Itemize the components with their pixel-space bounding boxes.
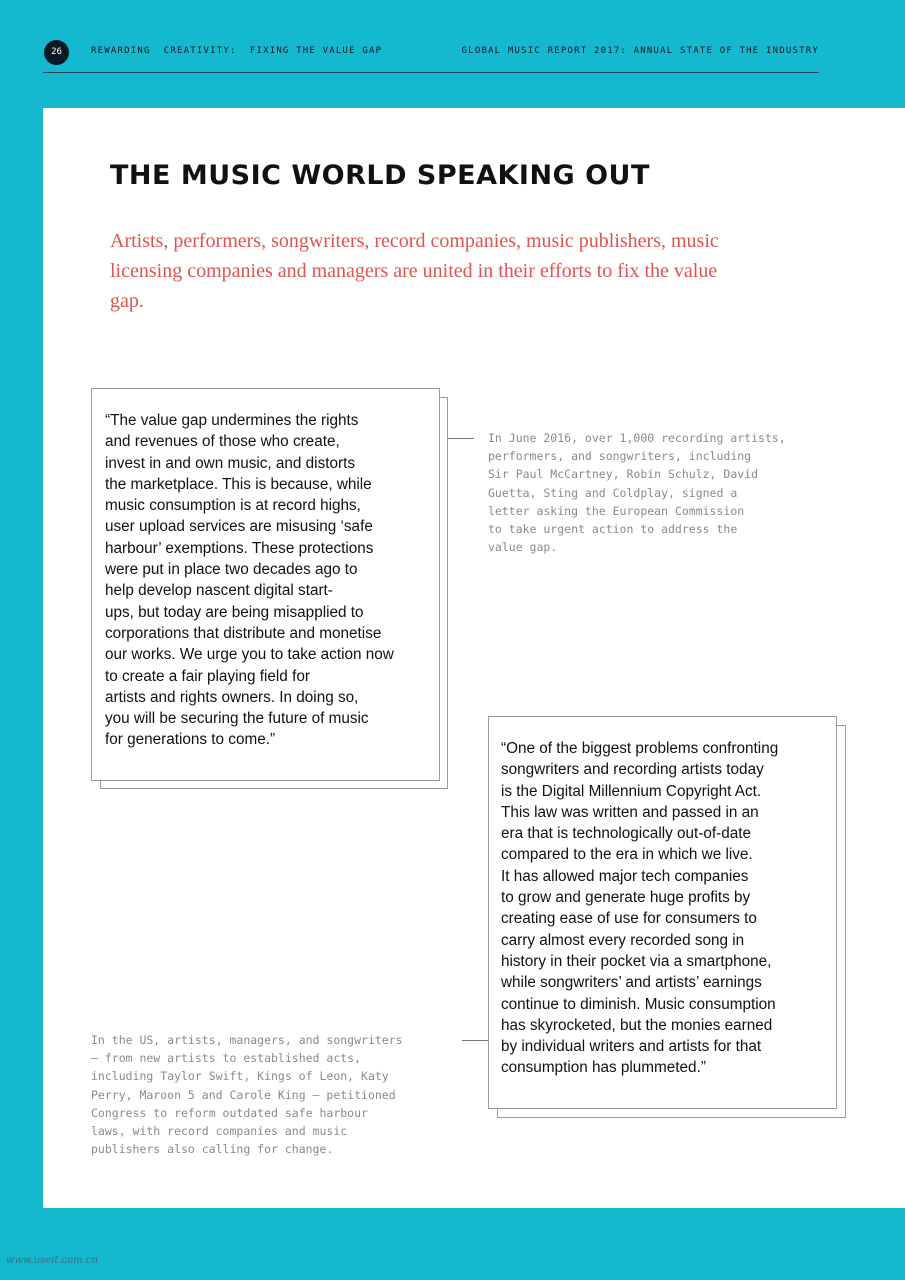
watermark: www.useit.com.cn: [6, 1255, 98, 1266]
quote-1-connector: [448, 438, 474, 439]
quote-2-box: [488, 716, 837, 1109]
quote-2-connector: [462, 1040, 488, 1041]
quote-2-text: “One of the biggest problems confronting songwriters and recording artists today is the Digital Millennium Copyright Act. This law was written and passed in an era that is technologically out-of-date compared to the era in which we live. It has allowed major tech companies to grow and generate huge profits by creating ease of use for consumers to carry almost every recorded song in history in their pocket via a smartphone, while songwriters’ and artists’ earnings continue to diminish. Music consumption has skyrocketed, but the monies earned by individual writers and artists for that consumption has plummeted.”: [501, 740, 779, 1077]
quote-1-box: [91, 388, 440, 781]
page-number-badge: 26: [44, 40, 69, 65]
quote-1-note: In June 2016, over 1,000 recording artists, performers, and songwriters, including Sir Paul McCartney, Robin Schulz, David Guetta, Sting and Coldplay, signed a letter asking the European Commission to take urgent action to address the value gap.: [488, 431, 786, 555]
report-title: GLOBAL MUSIC REPORT 2017: ANNUAL STATE OF THE INDUSTRY: [461, 46, 819, 56]
page-header: [43, 38, 819, 73]
article-title: THE MUSIC WORLD SPEAKING OUT: [110, 160, 650, 191]
section-title: REWARDING CREATIVITY: FIXING THE VALUE GAP: [91, 46, 383, 56]
quote-1-text: “The value gap undermines the rights and revenues of those who create, invest in and own music, and distorts the marketplace. This is because, while music consumption is at record highs, user upload services are misusing ‘safe harbour’ exemptions. These protections were put in place two decades ago to help develop nascent digital start- ups, but today are being misapplied to corporations that distribute and monetise our works. We urge you to take action now to create a fair playing field for artists and rights owners. In doing so, you will be securing the future of music for generations to come.”: [105, 412, 394, 749]
quote-2-note: In the US, artists, managers, and songwriters – from new artists to established acts, including Taylor Swift, Kings of Leon, Katy Perry, Maroon 5 and Carole King – petitioned Congress to reform outdated safe harbour laws, with record companies and music publishers also calling for change.: [91, 1033, 403, 1157]
article-intro: Artists, performers, songwriters, record companies, music publishers, music licensing companies and managers are united in their efforts to fix the value gap.: [110, 230, 719, 312]
